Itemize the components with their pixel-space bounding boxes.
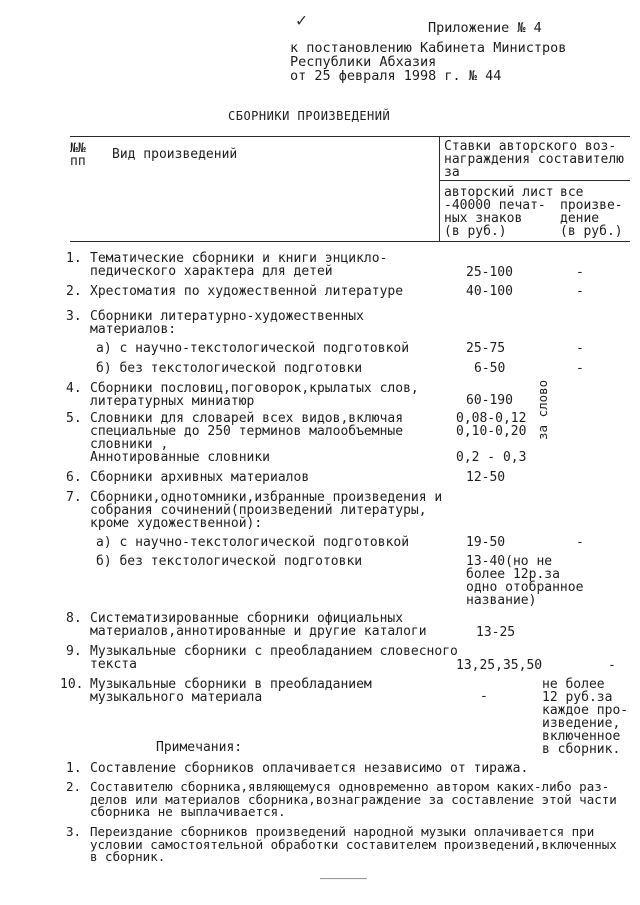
table-header-bottom-rule <box>70 241 630 242</box>
rates-column-divider <box>439 136 440 241</box>
decree-line-1: к постановлению Кабинета Министров <box>290 40 567 56</box>
row-num: 6. <box>66 470 82 485</box>
row-all: - <box>576 265 584 280</box>
header-col-all: все произве- дение (в руб.) <box>560 185 623 239</box>
note-num: 1. <box>66 761 82 776</box>
row-text: Систематизированные сборники официальных материалов,аннотированные и другие каталоги <box>90 611 427 639</box>
row-all: - <box>576 535 584 550</box>
row-sheet: 13,25,35,50 <box>456 658 543 673</box>
row-text: Сборники,однотомники,избранные произведения и собрания сочинений(произведений литературы, кроме художественной): <box>90 490 443 531</box>
row-text: Музыкальные сборники в преобладанием музыкального материала <box>90 677 372 705</box>
row-num: 4. <box>66 381 82 396</box>
row-sheet: 6-50 <box>474 361 506 376</box>
row-num: 1. <box>66 251 82 266</box>
row-num: 8. <box>66 611 82 626</box>
row-sheet: 13-25 <box>476 625 516 640</box>
row-all: не более 12 руб.за каждое про- изведение, включенное в сборник. <box>542 677 629 757</box>
row-text: б) без текстологической подготовки <box>96 361 363 376</box>
row-all: - <box>576 341 584 356</box>
row-sheet: 25-75 <box>466 341 506 356</box>
notes-title: Примечания: <box>156 740 243 755</box>
decree-line-3: от 25 февраля 1998 г. № 44 <box>290 68 502 84</box>
row-text: Тематические сборники и книги энцикло- педического характера для детей <box>90 251 388 279</box>
document-title: СБОРНИКИ ПРОИЗВЕДЕНИЙ <box>228 109 391 123</box>
row-sheet: 0,08-0,12 0,10-0,20 0,2 - 0,3 <box>456 411 527 465</box>
row-sheet: 13-40(но не более 12р.за одно отобранное название) <box>466 554 584 608</box>
vertical-note: за слово <box>535 379 550 440</box>
row-num: 5. <box>66 411 82 426</box>
row-all: - <box>576 284 584 299</box>
header-num: №№ пп <box>70 141 86 169</box>
row-num: 7. <box>66 490 82 505</box>
row-num: 10. <box>60 677 84 692</box>
row-sheet: 19-50 <box>466 535 506 550</box>
decree-line-2: Республики Абхазия <box>290 54 437 70</box>
row-num: 2. <box>66 284 82 299</box>
row-all: - <box>608 658 616 673</box>
row-sheet: 12-50 <box>466 470 506 485</box>
note-num: 2. <box>66 779 82 794</box>
note-text: Составление сборников оплачивается независимо от тиража. <box>90 761 529 776</box>
row-text: Музыкальные сборники с преобладанием словесного текста <box>90 644 458 672</box>
row-text: Сборники пословиц,поговорок,крылатых слов, литературных миниатюр <box>90 381 419 409</box>
note-num: 3. <box>66 824 82 839</box>
row-sheet: 40-100 <box>466 284 513 299</box>
row-all: - <box>576 361 584 376</box>
header-col-sheet: авторский лист -40000 печат- ных знаков (в руб.) <box>444 185 554 239</box>
row-sheet: 25-100 <box>466 265 513 280</box>
table-top-rule <box>70 136 630 137</box>
appendix-label: Приложение № 4 <box>428 20 542 36</box>
row-text: Сборники литературно-художественных материалов: <box>90 309 364 337</box>
row-sheet: - <box>480 689 488 704</box>
footer-line: ______ <box>320 865 367 880</box>
row-sheet: 60-190 <box>466 393 513 408</box>
row-text: а) с научно-текстологической подготовкой <box>96 341 410 356</box>
checkmark: ✓ <box>296 10 307 31</box>
row-text: Словники для словарей всех видов,включая специальные до 250 терминов малообъемные словники , Аннотированные словники <box>90 411 404 465</box>
row-text: а) с научно-текстологической подготовкой <box>96 535 410 550</box>
row-text: Хрестоматия по художественной литературе <box>90 284 404 299</box>
row-text: Сборники архивных материалов <box>90 470 310 485</box>
header-kind: Вид произведений <box>112 147 238 162</box>
header-rates: Ставки авторского воз- награждения составителю за <box>444 139 625 180</box>
row-text: б) без текстологической подготовки <box>96 554 363 569</box>
note-text: Переиздание сборников произведений народной музыки оплачивается при условии самостоятельной обработки составителем произведений,включенных в сборник. <box>90 824 617 864</box>
rates-subheader-rule <box>440 180 630 181</box>
note-text: Составителю сборника,являющемуся одновременно автором каких-либо раз- делов или материалов сборника,вознаграждение за составление этой части сборника не выплачивается. <box>90 779 617 819</box>
row-num: 9. <box>66 644 82 659</box>
row-num: 3. <box>66 309 82 324</box>
